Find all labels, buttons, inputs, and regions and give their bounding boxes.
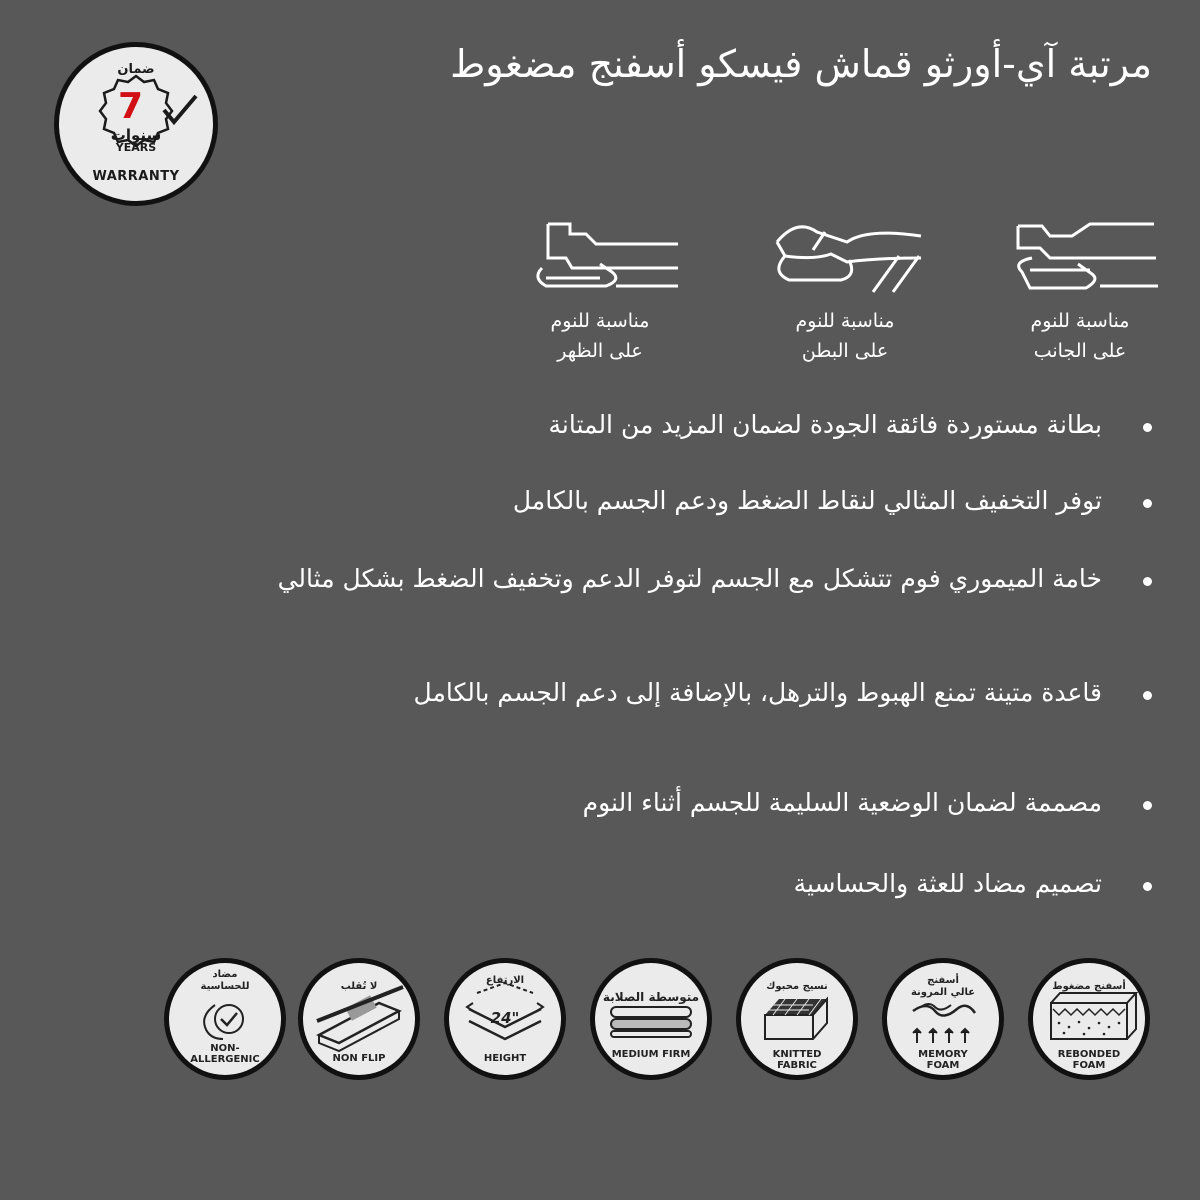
sleep-position-line1: مناسبة للنوم	[550, 310, 650, 332]
warranty-badge	[52, 40, 220, 208]
badge-arabic-label: مضاد	[212, 969, 238, 980]
sleep-position-line1: مناسبة للنوم	[1030, 310, 1130, 332]
warranty-years-label: YEARS	[115, 141, 157, 154]
sleep-position-line2: على البطن	[801, 340, 889, 362]
badge-arabic-label: الارتفاع	[485, 975, 525, 986]
badge-arabic-label: أسفنج	[927, 975, 959, 986]
badge-medium-firm	[589, 957, 713, 1081]
badge-english-label: REBONDED	[1057, 1049, 1121, 1060]
warranty-label: WARRANTY	[92, 169, 180, 184]
feature-text: توفر التخفيف المثالي لنقاط الضغط ودعم الجسم بالكامل	[512, 486, 1102, 515]
bullet-icon	[1143, 882, 1152, 891]
badge-arabic-label-2: للحساسية	[200, 981, 250, 992]
sleep-position-line2: على الجانب	[1033, 340, 1127, 362]
bullet-icon	[1143, 691, 1152, 700]
badge-english-label-2: FOAM	[1072, 1060, 1106, 1071]
feature-text: خامة الميموري فوم تتشكل مع الجسم لتوفر الدعم وتخفيف الضغط بشكل مثالي	[277, 564, 1102, 593]
bullet-icon	[1143, 801, 1152, 810]
badge-english-label-2: ALLERGENIC	[190, 1054, 260, 1065]
list-item	[794, 869, 1102, 898]
list-item	[583, 788, 1102, 817]
bullet-icon	[1143, 577, 1152, 586]
badge-arabic-label: أسفنج مضغوط	[1052, 981, 1126, 992]
badge-arabic-label-2: عالي المرونة	[910, 987, 976, 998]
badge-english-label: KNITTED	[772, 1049, 822, 1060]
warranty-years-number: 7	[118, 86, 144, 127]
list-item	[548, 410, 1102, 439]
warranty-arabic-years: سنوات	[110, 126, 162, 144]
badge-rebonded-foam	[1027, 957, 1151, 1081]
bullet-icon	[1143, 499, 1152, 508]
badge-english-label-2: FOAM	[926, 1060, 960, 1071]
sleep-position-stomach	[755, 212, 935, 366]
stomach-sleeper-icon	[765, 212, 925, 302]
badge-english-label: NON FLIP	[332, 1053, 386, 1064]
side-sleeper-icon	[1000, 212, 1160, 302]
feature-text: تصميم مضاد للعثة والحساسية	[793, 869, 1102, 898]
badge-arabic-label: متوسطة الصلابة	[602, 990, 700, 1004]
badge-english-label: HEIGHT	[483, 1053, 527, 1064]
back-sleeper-icon	[520, 212, 680, 302]
sleep-position-line1: مناسبة للنوم	[795, 310, 895, 332]
badge-arabic-label: لا تُقلب	[340, 981, 378, 992]
list-item	[278, 564, 1102, 593]
list-item	[513, 486, 1102, 515]
badge-english-label: MEMORY	[918, 1049, 968, 1060]
badge-non-flip	[297, 957, 421, 1081]
feature-text: مصممة لضمان الوضعية السليمة للجسم أثناء النوم	[582, 788, 1102, 817]
sleep-position-line2: على الظهر	[557, 340, 643, 362]
page-title: مرتبة آي-أورثو قماش فيسكو أسفنج مضغوط	[450, 42, 1152, 86]
badge-english-label: NON-	[210, 1043, 240, 1054]
badge-english-label: MEDIUM FIRM	[611, 1049, 691, 1060]
sleep-position-back	[510, 212, 690, 366]
feature-text: قاعدة متينة تمنع الهبوط والترهل، بالإضافة إلى دعم الجسم بالكامل	[413, 678, 1102, 707]
bullet-icon	[1143, 423, 1152, 432]
feature-text: بطانة مستوردة فائقة الجودة لضمان المزيد من المتانة	[548, 410, 1102, 439]
medium-firm-icon	[589, 957, 713, 1081]
badge-arabic-label: نسيج محبوك	[766, 981, 828, 992]
badge-height-value: 24"	[490, 1009, 520, 1027]
badge-memory-foam	[881, 957, 1005, 1081]
list-item	[414, 678, 1102, 707]
badge-height	[443, 957, 567, 1081]
badge-non-allergenic	[163, 957, 287, 1081]
badge-english-label-2: FABRIC	[777, 1060, 817, 1071]
warranty-arabic-label: ضمان	[117, 62, 155, 77]
badge-knitted-fabric	[735, 957, 859, 1081]
sleep-position-side	[990, 212, 1170, 366]
